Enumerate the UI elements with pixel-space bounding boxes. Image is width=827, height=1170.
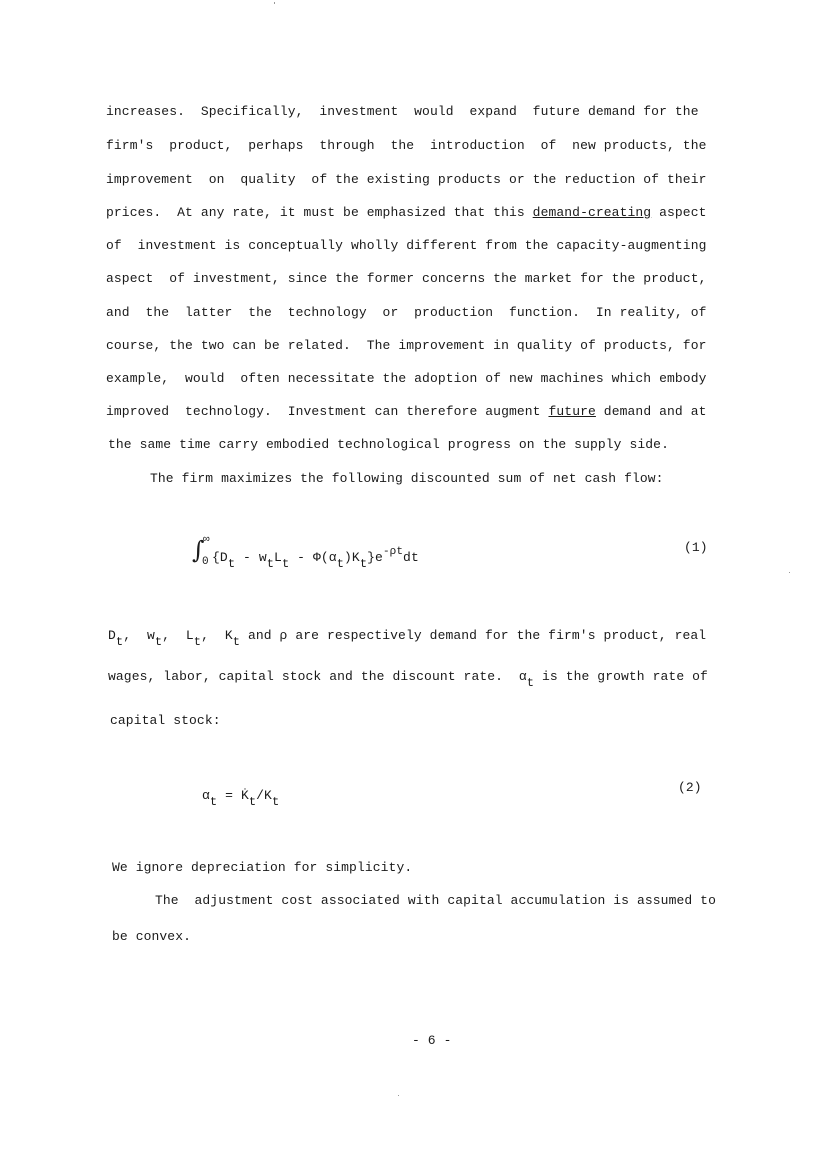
body-text-line: improvement on quality of the existing products or the reduction of their — [106, 172, 707, 187]
scan-speck — [789, 572, 790, 573]
body-text-line: the same time carry embodied technological progress on the supply side. — [108, 437, 669, 452]
scan-speck — [274, 2, 275, 4]
text-segment: prices. At any rate, it must be emphasized that this — [106, 205, 533, 220]
body-text-line — [106, 404, 707, 419]
body-text-line — [106, 205, 707, 220]
underlined-term: future — [548, 404, 596, 419]
equation-2 — [202, 780, 712, 816]
text-segment: demand and at — [595, 404, 707, 419]
body-text-line: Dt, wt, Lt, Kt and ρ are respectively demand for the firm's product, real — [108, 628, 707, 649]
body-text-line: The adjustment cost associated with capital accumulation is assumed to — [155, 893, 716, 908]
equation-number: (2) — [678, 780, 702, 795]
integrand: {Dt - wtLt - $\Phi(\alpha t)Kt\}e^{-\rho t}dt$ — [212, 546, 419, 571]
body-text-line: course, the two can be related. The improvement in quality of products, for — [106, 338, 707, 353]
equation-number: (1) — [684, 540, 708, 555]
body-text-line: of investment is conceptually wholly different from the capacity-augmenting — [106, 238, 707, 253]
integral-lower-limit: 0 — [202, 556, 209, 568]
scan-speck — [398, 1095, 399, 1096]
body-text-line: We ignore depreciation for simplicity. — [112, 860, 413, 875]
page-number: - 6 - — [412, 1033, 452, 1048]
body-text-line: wages, labor, capital stock and the discount rate. αt is the growth rate of — [108, 669, 708, 690]
body-text-line: example, would often necessitate the adoption of new machines which embody — [106, 371, 707, 386]
text-segment: improved technology. Investment can therefore augment — [106, 404, 549, 419]
body-text-line: and the latter the technology or production function. In reality, of — [106, 305, 707, 320]
body-text-line: firm's product, perhaps through the introduction of new products, the — [106, 138, 707, 153]
integral-upper-limit: ∞ — [203, 534, 210, 546]
body-text-line: capital stock: — [110, 713, 221, 728]
body-text-line: The firm maximizes the following discounted sum of net cash flow: — [150, 471, 664, 486]
equation-1 — [192, 534, 712, 580]
body-text-line: increases. Specifically, investment would expand future demand for the — [106, 104, 699, 119]
text-segment: aspect — [651, 205, 707, 220]
underlined-term: demand-creating — [532, 205, 652, 220]
equation-body: αt = K̇t/Kt — [202, 788, 280, 809]
body-text-line: be convex. — [112, 929, 192, 944]
body-text-line: aspect of investment, since the former concerns the market for the product, — [106, 271, 707, 286]
integral-sign: ∫ — [192, 536, 205, 564]
